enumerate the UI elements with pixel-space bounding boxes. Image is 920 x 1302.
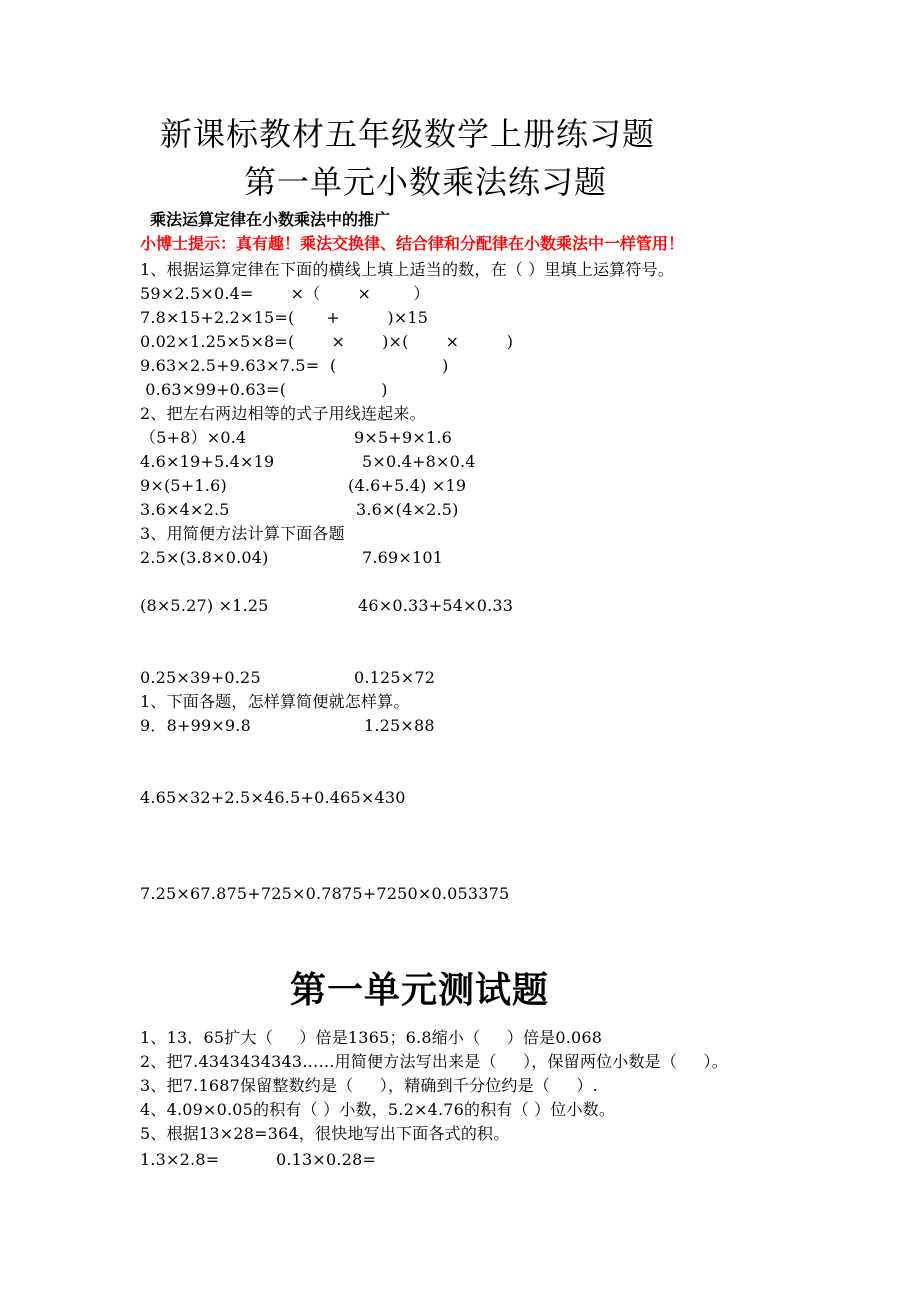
q1-line-4: 9.63×2.5+9.63×7.5= ( ) bbox=[140, 356, 449, 375]
unit-title: 第一单元小数乘法练习题 bbox=[244, 163, 608, 201]
q2-left-2: 4.6×19+5.4×19 bbox=[140, 452, 275, 471]
q3-row2-right: 46×0.33+54×0.33 bbox=[358, 596, 514, 615]
q2-left-1: （5+8）×0.4 bbox=[140, 428, 247, 447]
q2-right-4: 3.6×(4×2.5) bbox=[356, 500, 459, 519]
q1-line-5: 0.63×99+0.63=( ) bbox=[140, 380, 388, 399]
section-subtitle: 乘法运算定律在小数乘法中的推广 bbox=[150, 210, 391, 229]
tip-text: 小博士提示：真有趣！乘法交换律、结合律和分配律在小数乘法中一样管用！ bbox=[140, 234, 685, 253]
test-row-left: 1.3×2.8= bbox=[140, 1150, 220, 1169]
q3-row2-left: (8×5.27) ×1.25 bbox=[140, 596, 269, 615]
test-line-5: 5、根据13×28=364，很快地写出下面各式的积。 bbox=[140, 1124, 510, 1143]
q2-right-3: (4.6+5.4) ×19 bbox=[348, 476, 467, 495]
document-title: 新课标教材五年级数学上册练习题 bbox=[160, 115, 656, 153]
test-line-1: 1、13．65扩大（ ）倍是1365；6.8缩小（ ）倍是0.068 bbox=[140, 1028, 603, 1047]
q2-left-3: 9×(5+1.6) bbox=[140, 476, 227, 495]
q3-row3-right: 0.125×72 bbox=[354, 668, 436, 687]
test-title: 第一单元测试题 bbox=[290, 970, 550, 1011]
q4-row1-right: 1.25×88 bbox=[364, 716, 435, 735]
q1-line-2: 7.8×15+2.2×15=( + )×15 bbox=[140, 308, 429, 327]
question-1: 1、根据运算定律在下面的横线上填上适当的数，在（ ）里填上运算符号。 bbox=[140, 260, 675, 279]
test-row-right: 0.13×0.28= bbox=[276, 1150, 377, 1169]
test-line-3: 3、把7.1687保留整数约是（ ），精确到千分位约是（ ）. bbox=[140, 1076, 598, 1095]
q3-row1-right: 7.69×101 bbox=[362, 548, 444, 567]
q4-line-2: 4.65×32+2.5×46.5+0.465×430 bbox=[140, 788, 406, 807]
q2-right-2: 5×0.4+8×0.4 bbox=[362, 452, 476, 471]
question-4: 1、下面各题，怎样算简便就怎样算。 bbox=[140, 692, 410, 711]
test-line-2: 2、把7.4343434343……用简便方法写出来是（ ），保留两位小数是（ ）。 bbox=[140, 1052, 728, 1071]
q3-row1-left: 2.5×(3.8×0.04) bbox=[140, 548, 269, 567]
q3-row3-left: 0.25×39+0.25 bbox=[140, 668, 261, 687]
question-3: 3、用简便方法计算下面各题 bbox=[140, 524, 345, 543]
q2-left-4: 3.6×4×2.5 bbox=[140, 500, 230, 519]
q1-line-3: 0.02×1.25×5×8=( × )×( × ) bbox=[140, 332, 514, 351]
question-2: 2、把左右两边相等的式子用线连起来。 bbox=[140, 404, 426, 423]
test-line-4: 4、4.09×0.05的积有（ ）小数，5.2×4.76的积有（ ）位小数。 bbox=[140, 1100, 616, 1119]
q4-line-3: 7.25×67.875+725×0.7875+7250×0.053375 bbox=[140, 884, 510, 903]
q4-row1-left: 9．8+99×9.8 bbox=[140, 716, 251, 735]
q2-right-1: 9×5+9×1.6 bbox=[354, 428, 453, 447]
q1-line-1: 59×2.5×0.4= ×（ × ） bbox=[140, 284, 430, 303]
